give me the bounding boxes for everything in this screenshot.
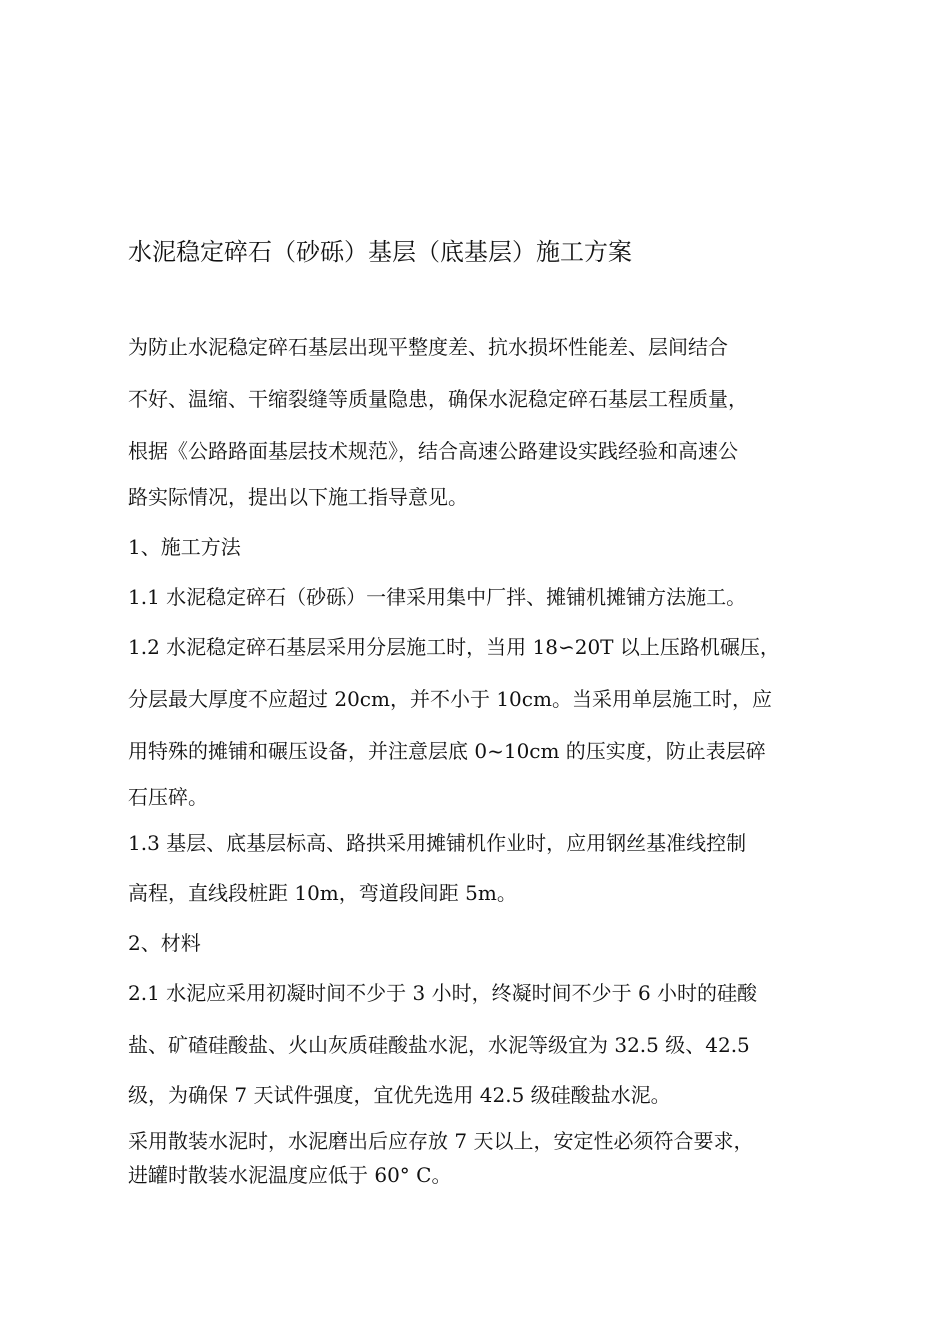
document-title: 水泥稳定碎石（砂砾）基层（底基层）施工方案 [128, 238, 632, 266]
section-heading: 2、材料 [128, 931, 201, 955]
paragraph-line: 路实际情况，提出以下施工指导意见。 [128, 485, 468, 509]
paragraph-line: 1.1 水泥稳定碎石（砂砾）一律采用集中厂拌、摊铺机摊铺方法施工。 [128, 585, 747, 609]
paragraph-line: 石压碎。 [128, 785, 208, 809]
paragraph-line: 高程，直线段桩距 10m，弯道段间距 5m。 [128, 881, 517, 905]
paragraph-line: 分层最大厚度不应超过 20cm，并不小于 10cm。当采用单层施工时，应 [128, 687, 772, 711]
section-heading: 1、施工方法 [128, 535, 241, 559]
paragraph-line: 2.1 水泥应采用初凝时间不少于 3 小时，终凝时间不少于 6 小时的硅酸 [128, 981, 758, 1005]
paragraph-line: 进罐时散装水泥温度应低于 60° C。 [128, 1163, 452, 1187]
paragraph-line: 采用散装水泥时，水泥磨出后应存放 7 天以上，安定性必须符合要求， [128, 1129, 754, 1153]
paragraph-line: 1.3 基层、底基层标高、路拱采用摊铺机作业时，应用钢丝基准线控制 [128, 831, 747, 855]
paragraph-line: 不好、温缩、干缩裂缝等质量隐患，确保水泥稳定碎石基层工程质量， [128, 387, 748, 411]
paragraph-line: 1.2 水泥稳定碎石基层采用分层施工时，当用 18∽20T 以上压路机碾压， [128, 635, 780, 659]
paragraph-line: 级，为确保 7 天试件强度，宜优先选用 42.5 级硅酸盐水泥。 [128, 1083, 671, 1107]
paragraph-line: 为防止水泥稳定碎石基层出现平整度差、抗水损坏性能差、层间结合 [128, 335, 728, 359]
paragraph-line: 用特殊的摊铺和碾压设备，并注意层底 0~10cm 的压实度，防止表层碎 [128, 739, 766, 763]
paragraph-line: 根据《公路路面基层技术规范》，结合高速公路建设实践经验和高速公 [128, 439, 738, 463]
paragraph-line: 盐、矿碴硅酸盐、火山灰质硅酸盐水泥，水泥等级宜为 32.5 级、42.5 [128, 1033, 750, 1057]
